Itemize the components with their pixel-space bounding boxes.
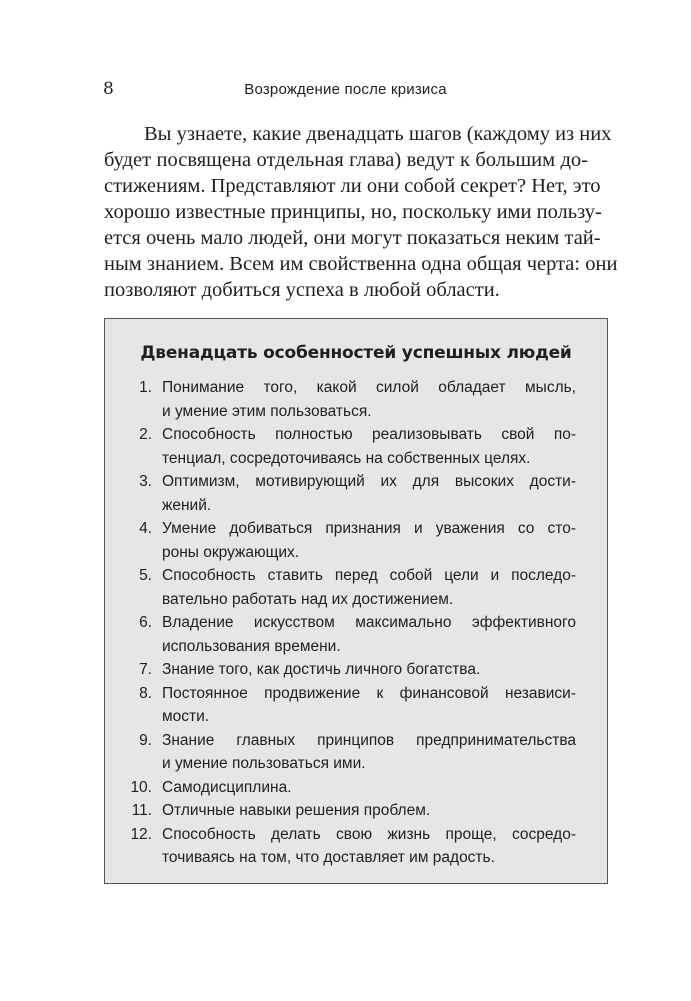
list-item-line: жений. — [162, 496, 212, 514]
page-number: 8 — [103, 79, 114, 99]
list-item — [105, 517, 607, 564]
list-item-text — [162, 564, 576, 611]
list-item-line: и умение этим пользоваться. — [162, 402, 372, 420]
list-item-text — [162, 423, 576, 470]
list-item-number: 4. — [139, 520, 152, 537]
list-item-line: Знание главных принципов предпринимательства — [162, 731, 576, 749]
list-item-number: 12. — [130, 825, 152, 843]
list-item-line: Владение искусством максимально эффективного — [162, 614, 576, 631]
list-item-line: Способность делать свою жизнь проще, сосредо- — [162, 825, 576, 843]
list-item-text — [162, 823, 576, 870]
list-item — [105, 799, 607, 823]
list-item-text — [162, 682, 576, 729]
body-line: позволяют добиться успеха в любой области. — [104, 279, 500, 301]
list-item-text — [162, 611, 576, 658]
list-item-line: вательно работать над их достижением. — [162, 590, 454, 608]
body-line: хорошо известные принципы, но, поскольку ими пользу- — [104, 201, 602, 223]
list-item-text — [162, 729, 576, 776]
list-item-line: Способность ставить перед собой цели и последо- — [162, 567, 576, 584]
list-item-line: роны окружающих. — [162, 543, 300, 561]
running-header: Возрождение после кризиса — [244, 81, 447, 98]
body-line: будет посвящена отдельная глава) ведут к большим до- — [104, 149, 588, 171]
list-item-number: 10. — [130, 778, 152, 796]
list-item — [105, 823, 607, 870]
list-item-line: Отличные навыки решения проблем. — [162, 802, 431, 819]
list-item-text — [162, 376, 576, 423]
sidebar-box — [104, 318, 608, 884]
list-item — [105, 658, 607, 682]
list-item — [105, 376, 607, 423]
list-item-text — [162, 517, 576, 564]
list-item-line: и умение пользоваться ими. — [162, 755, 366, 772]
list-item-number: 5. — [139, 567, 152, 584]
list-item — [105, 611, 607, 658]
list-item — [105, 682, 607, 729]
list-item-number: 7. — [139, 661, 152, 678]
list-item-line: Знание того, как достичь личного богатства. — [162, 661, 481, 678]
body-paragraph — [104, 121, 618, 303]
list-item-text — [162, 799, 576, 823]
list-item-line: мости. — [162, 708, 210, 725]
list-item-line: Оптимизм, мотивирующий их для высоких дости- — [162, 473, 576, 490]
list-item-line: Постоянное продвижение к финансовой независи- — [162, 684, 576, 702]
list-item-line: Умение добиваться признания и уважения со сто- — [162, 520, 576, 537]
list-item-number: 3. — [139, 473, 152, 490]
list-item — [105, 564, 607, 611]
list-item-number: 2. — [139, 426, 152, 443]
box-title: Двенадцать особенностей успешных людей — [140, 343, 572, 363]
list-item — [105, 423, 607, 470]
list-item-number: 8. — [139, 684, 152, 702]
body-line: ным знанием. Всем им свойственна одна общая черта: они — [104, 253, 618, 275]
list-item-number: 6. — [139, 614, 152, 631]
list-item — [105, 776, 607, 800]
body-line: Вы узнаете, какие двенадцать шагов (каждому из них — [144, 123, 612, 145]
list-item-text — [162, 776, 576, 800]
list-item — [105, 729, 607, 776]
list-item-number: 11. — [131, 802, 152, 819]
body-line: ется очень мало людей, они могут показаться неким тай- — [104, 227, 601, 249]
list-item-line: Самодисциплина. — [162, 778, 292, 796]
list-item-number: 1. — [139, 379, 152, 396]
list-item-line: тенциал, сосредоточиваясь на собственных целях. — [162, 449, 531, 467]
list-item-text — [162, 470, 576, 517]
list-item-line: Понимание того, какой силой обладает мысль, — [162, 379, 576, 396]
list-item-line: точиваясь на том, что доставляет им радость. — [162, 849, 495, 866]
list-item — [105, 470, 607, 517]
list-item-number: 9. — [139, 731, 152, 749]
list-item-line: Способность полностью реализовывать свой по- — [162, 426, 576, 443]
body-line: стижениям. Представляют ли они собой секрет? Нет, это — [104, 175, 601, 197]
numbered-list — [105, 376, 607, 870]
list-item-line: использования времени. — [162, 637, 341, 655]
list-item-text — [162, 658, 576, 682]
